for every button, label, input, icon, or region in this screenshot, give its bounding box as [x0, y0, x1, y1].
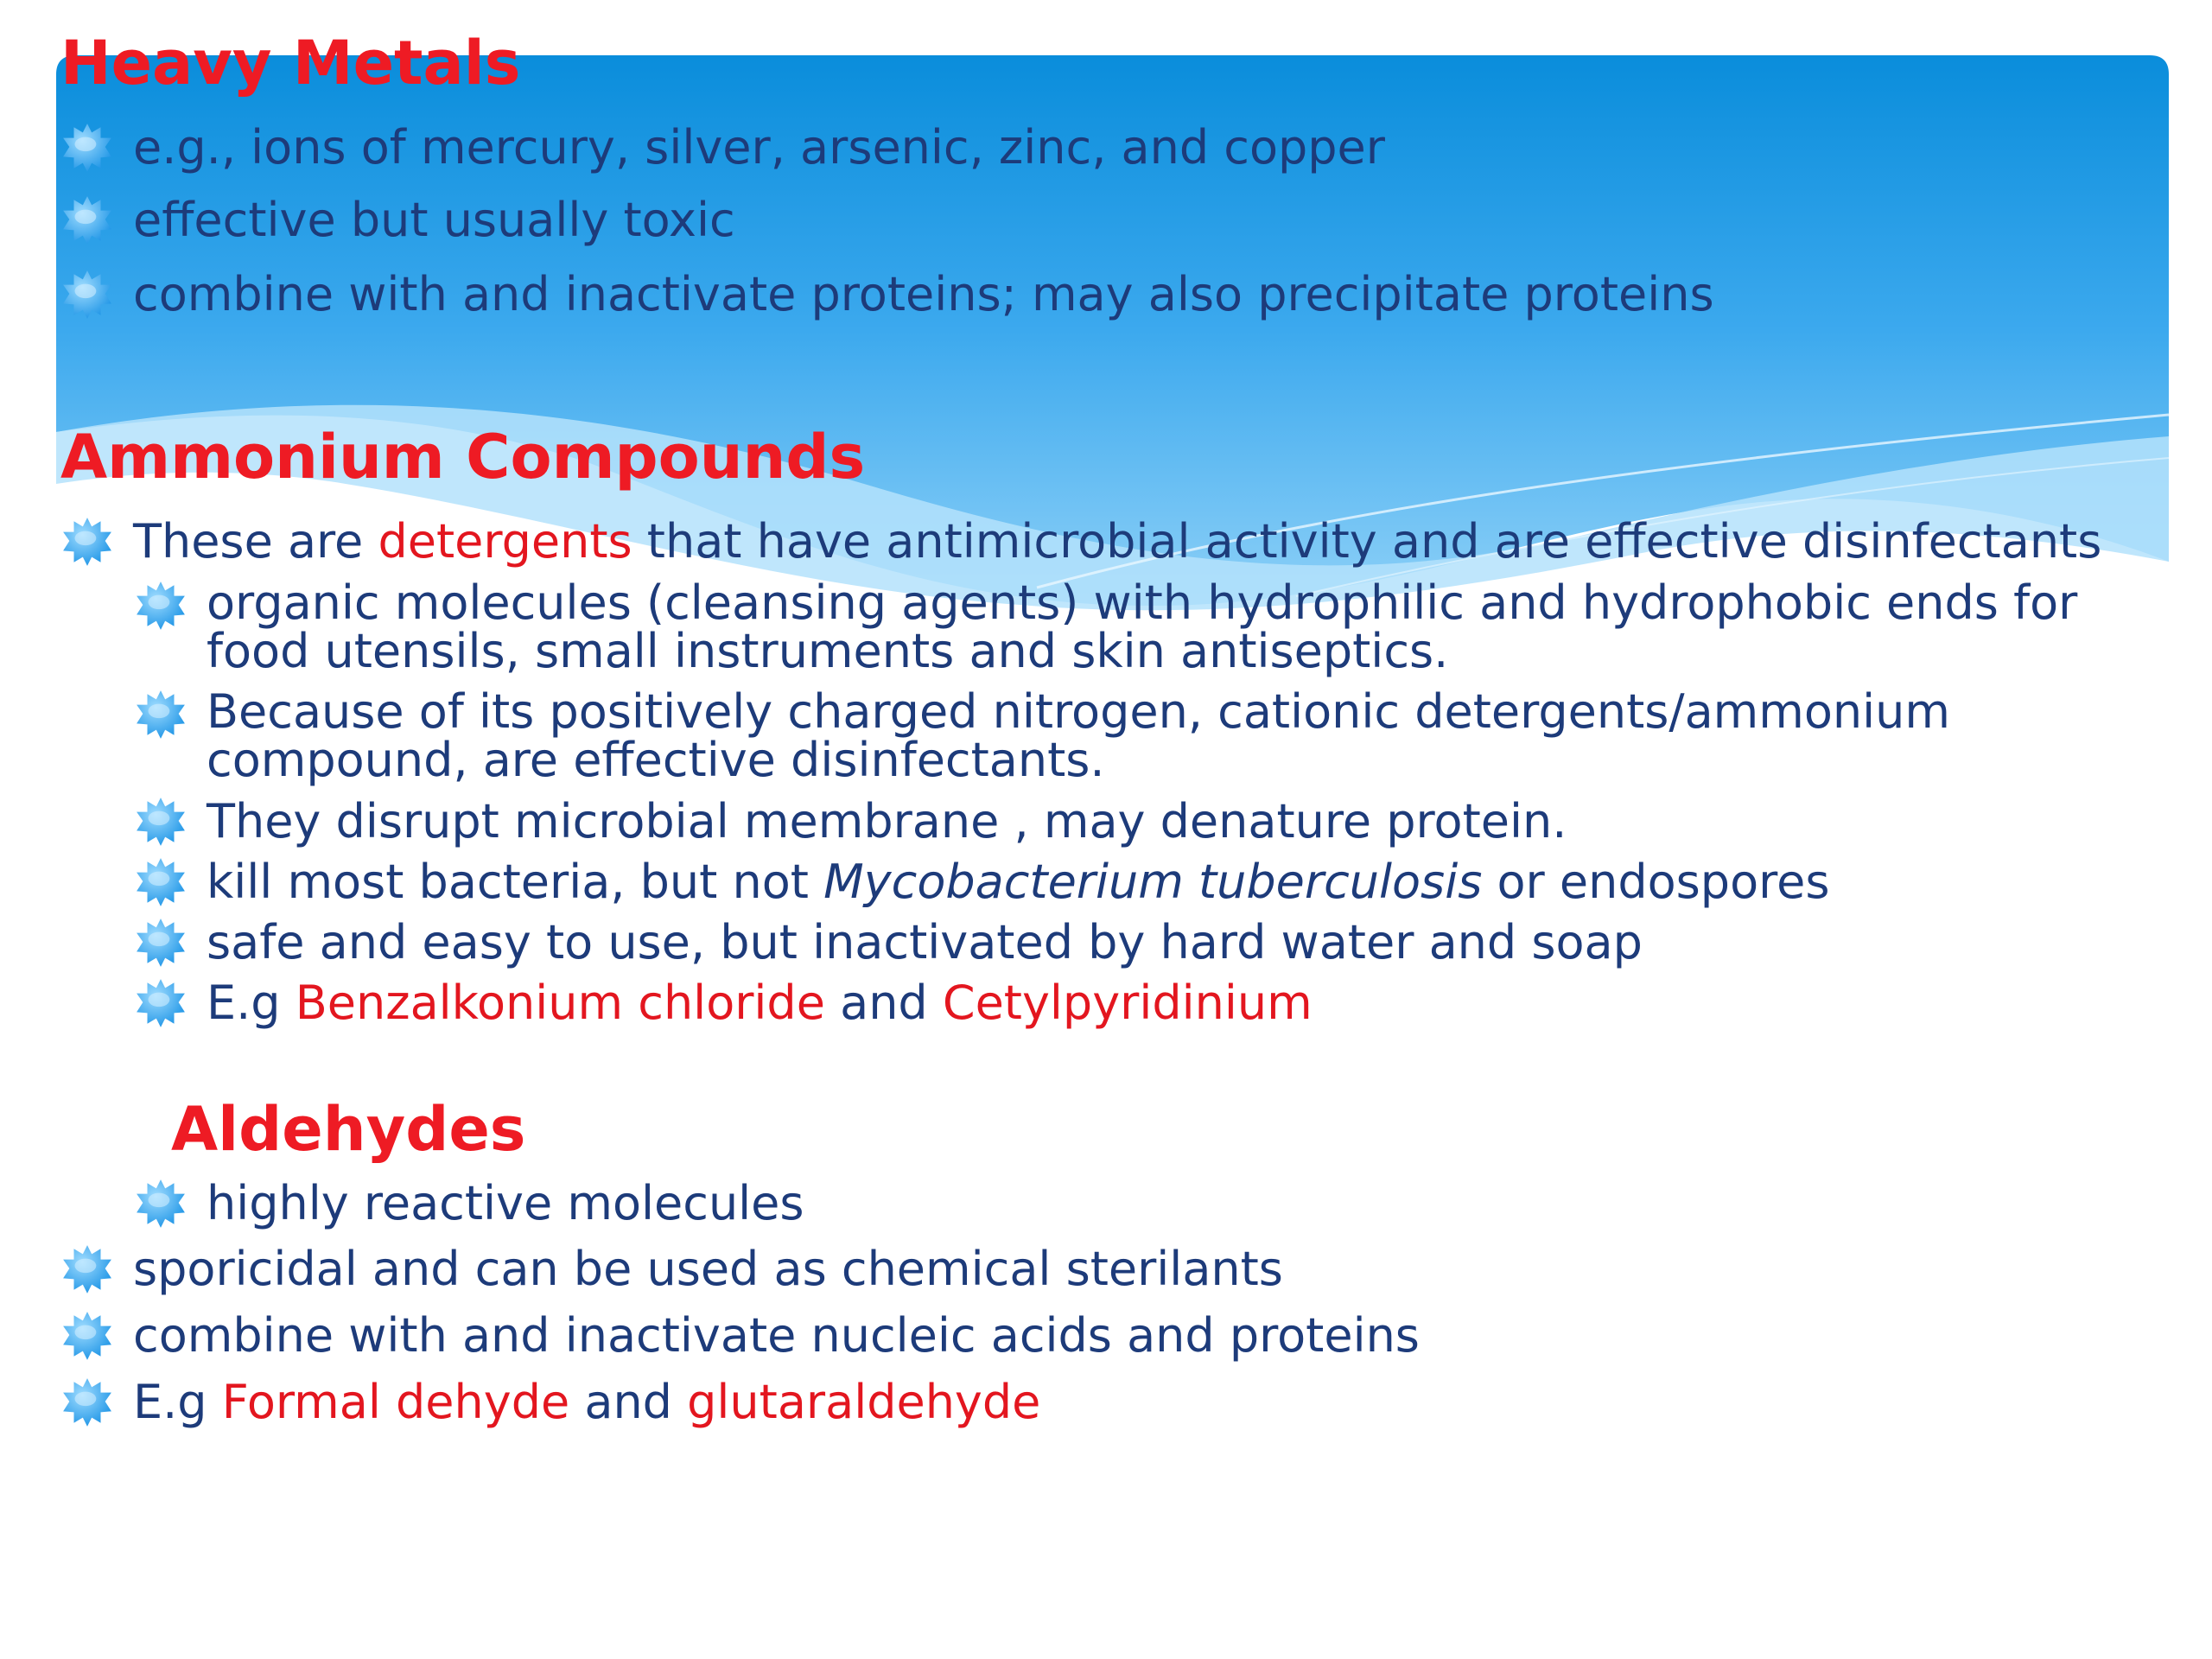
bullet-icon — [134, 976, 188, 1030]
heading-aldehydes: Aldehydes — [171, 1094, 526, 1165]
list-item — [60, 1376, 1040, 1429]
sub-list-item — [134, 795, 1567, 849]
bullet-icon — [60, 121, 114, 175]
sub-list-item — [134, 916, 1643, 969]
list-item — [60, 194, 735, 247]
bullet-text: kill most bacteria, but not Mycobacterium tuberculosis or endospores — [207, 855, 1830, 909]
example-term: Cetylpyridinium — [942, 976, 1313, 1030]
bullet-text: e.g., ions of mercury, silver, arsenic, zinc, and copper — [133, 120, 1385, 175]
bullet-icon — [60, 1309, 114, 1363]
bullet-text: E.g Benzalkonium chloride and Cetylpyridinium — [207, 976, 1313, 1030]
bullet-text: E.g Formal dehyde and glutaraldehyde — [133, 1375, 1041, 1429]
list-item — [60, 515, 2101, 569]
bullet-icon — [60, 194, 114, 247]
sub-list-item — [134, 855, 1829, 909]
example-term: Benzalkonium chloride — [295, 976, 825, 1030]
sub-list-item — [134, 684, 2113, 787]
species-name: Mycobacterium tuberculosis — [823, 855, 1483, 909]
sub-list-item — [134, 1177, 804, 1230]
bullet-icon — [134, 795, 188, 849]
bullet-text: combine with and inactivate nucleic acids and proteins — [133, 1308, 1420, 1363]
list-item — [60, 1243, 1283, 1296]
bullet-icon — [60, 268, 114, 321]
bullet-icon — [134, 688, 188, 741]
bullet-text: These are detergents that have antimicrobial activity and are effective disinfectants — [133, 514, 2102, 569]
list-item — [60, 268, 1714, 321]
bullet-text: safe and easy to use, but inactivated by hard water and soap — [207, 915, 1643, 969]
example-term: Formal dehyde — [221, 1375, 570, 1429]
bullet-icon — [60, 1376, 114, 1429]
bullet-icon — [134, 579, 188, 632]
heading-heavy-metals: Heavy Metals — [60, 28, 521, 99]
sub-list-item — [134, 575, 2113, 678]
heading-ammonium-compounds: Ammonium Compounds — [60, 422, 866, 493]
list-item — [60, 1309, 1420, 1363]
bullet-text: highly reactive molecules — [207, 1176, 804, 1230]
bullet-icon — [134, 1177, 188, 1230]
example-term: glutaraldehyde — [687, 1375, 1041, 1429]
bullet-text: They disrupt microbial membrane , may denature protein. — [207, 794, 1567, 849]
bullet-icon — [60, 515, 114, 569]
bullet-text: effective but usually toxic — [133, 193, 735, 247]
sub-list-item — [134, 976, 1313, 1030]
bullet-text: Because of its positively charged nitrogen, cationic detergents/ammonium compound, are effective disinfectants. — [207, 684, 1950, 787]
bullet-text: combine with and inactivate proteins; may also precipitate proteins — [133, 267, 1714, 321]
bullet-text: sporicidal and can be used as chemical sterilants — [133, 1242, 1283, 1296]
list-item — [60, 121, 1385, 175]
bullet-text: organic molecules (cleansing agents) with hydrophilic and hydrophobic ends for food utensils, small instruments and skin antiseptics. — [207, 575, 2078, 678]
highlight-term: detergents — [378, 514, 632, 569]
bullet-icon — [134, 855, 188, 909]
bullet-icon — [60, 1243, 114, 1296]
bullet-icon — [134, 916, 188, 969]
